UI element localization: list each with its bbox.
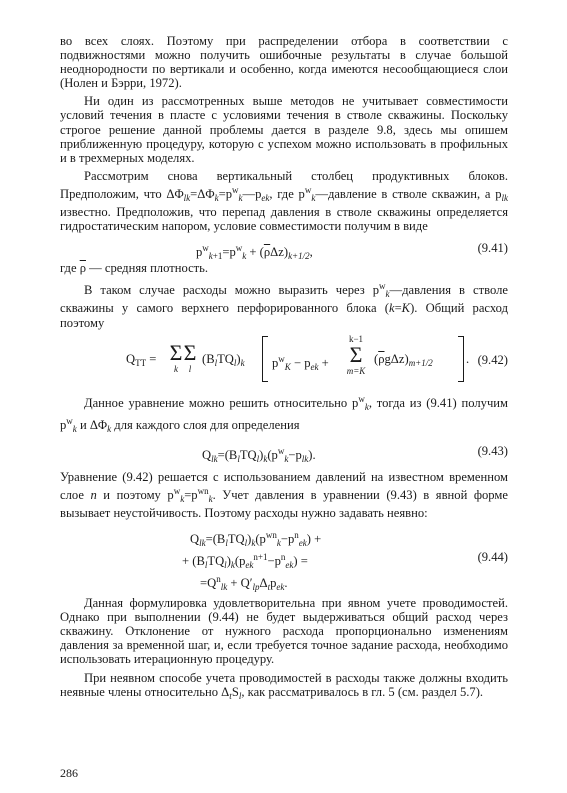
paragraph-4: где $\overline{\rho}$ — средняя плотность. — [60, 261, 209, 276]
paragraph-8: Данная формулировка удовлетворительна при явном учете проводимостей. Однако при выполнении (9.44) не будет выдерживаться общий расход через скважину. Отклонение от нужного расхода пропорционально изменениям давления за временной шаг, и, если требуется точное задание расхода, необходимо использовать итерационную процедуру. — [60, 596, 508, 667]
paragraph-6: Данное уравнение можно решить относительно $p^w_k$, тогда из (9.41) получим $p^w_k$ и $\Delta\Phi_k$ для каждого слоя для определения — [60, 393, 508, 434]
equation-9-43: $Q_{lk}=(B_lTQ_l)_k(p^w_k-p_{lk})$. (9.43) — [202, 443, 508, 464]
page-content — [60, 34, 508, 707]
page-number: 286 — [60, 766, 78, 780]
paragraph-7: Уравнение (9.42) решается с использованием давлений на известном временном слое n и поэтому $p^w_k=p^{wn}_k$. Учет давления в уравнении (9.43) в явной форме вызывает неустойчивость. Поэтому расходы нужно задавать неявно: — [60, 469, 508, 520]
equation-number-9-43: (9.43) — [477, 443, 508, 458]
paragraph-3-start: Рассмотрим снова вертикальный столбец продуктивных блоков. Предположим, что — [60, 168, 508, 201]
paragraph-9: При неявном способе учета проводимостей в расходы также должны входить неявные члены относительно $\Delta_tS_l$, как рассматривалось в гл. 5 (см. раздел 5.7). — [60, 670, 508, 701]
equation-number-9-42: (9.42) — [477, 352, 508, 367]
equation-9-41: $p^w_{k+1}=p^w_k + (\overline{\rho}\Delta z)_{k+1/2}$, (9.41) — [196, 241, 508, 262]
equation-9-44: $Q_{lk}=(B_lTQ_l)_k(p^{wn}_k-p^n_{ek})$ + + $(B_lTQ_l)_k(p_{ek}^{n+1}-p^n_{ek})$ = $=Q^n_{lk} + Q'_{lp}\Delta_tp_{ek}$. (9.44) — [182, 530, 508, 593]
paragraph-3-end: известно. Предположив, что перепад давления в стволе скважины определяется гидростатическим напором, условие совместимости получим в виде — [60, 205, 508, 234]
paragraph-2: Ни один из рассмотренных выше методов не учитывает совместимости условий течения в пласте с условиями течения в стволе скважины. Поскольку строгое решение данной проблемы дается в разделе 9.8, здесь мы опишем приближенную процедуру, которую с успехом можно использовать в профильных и в трехмерных моделях. — [60, 94, 508, 165]
equation-9-42: $Q_{TT}$ = Σ k Σ l $(B_lTQ_l)_k$ $p^w_K - p_{ek}$ + k−1 Σ m=K $(\overline{\rho}g\Delta z)_{m+1/2}$ . (9.42) — [60, 334, 508, 388]
paragraph-3: Рассмотрим снова вертикальный столбец продуктивных блоков. Предположим, что $\Delta\Phi_{lk}=\Delta\Phi_k=p^w_k—p_{ek}$, где $p^w_k—давление$ в стволе скважин, а $p_{lk}$ известно. Предположив, что перепад давления в стволе скважины определяется гидростатическим напором, условие совместимости получим в виде — [60, 168, 509, 234]
paragraph-1: во всех слоях. Поэтому при распределении отбора в соответствии с подвижностями можно получить ошибочные результаты в случае большой неоднородности по вертикали и особенно, когда имеются несообщающиеся слои (Нолен и Бэрри, 1972). — [60, 34, 508, 91]
paragraph-5: В таком случае расходы можно выразить через $p^w_k—давления$ в стволе скважины у самого верхнего перфорированного блока (k=K). Общий расход поэтому — [60, 281, 508, 330]
paragraph-3-mid: —давление в стволе скважин, а — [315, 186, 496, 201]
equation-number-9-44: (9.44) — [477, 550, 508, 565]
equation-number-9-41: (9.41) — [477, 241, 508, 256]
